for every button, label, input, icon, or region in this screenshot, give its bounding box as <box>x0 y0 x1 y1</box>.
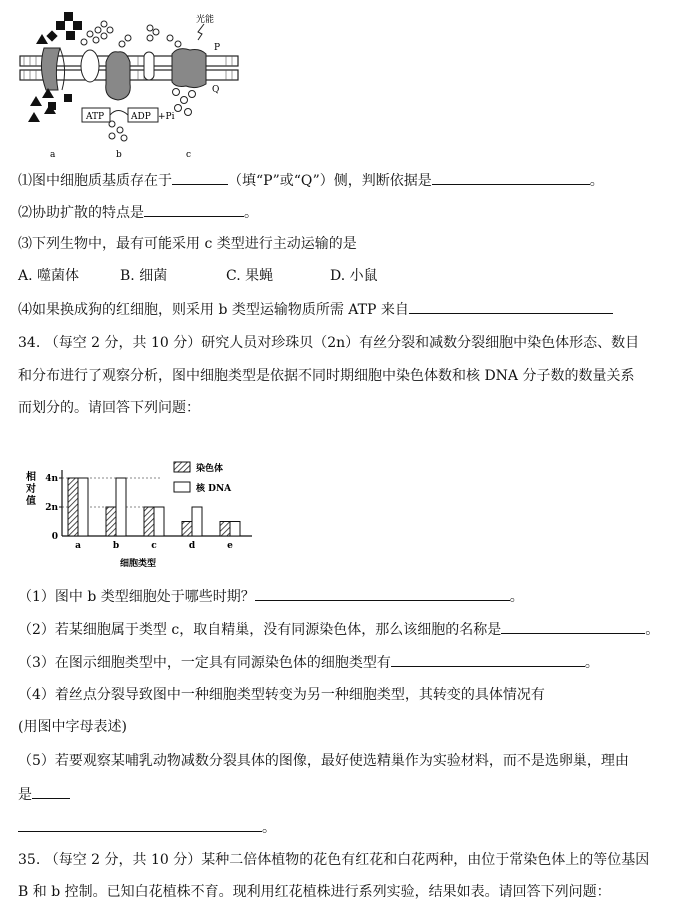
chart-bar-dna <box>78 478 88 536</box>
option-c[interactable]: C. 果蝇 <box>226 268 274 284</box>
chart-bar-dna <box>192 507 202 536</box>
chart-bar-dna <box>230 522 240 537</box>
chart-xtick-label: a <box>75 541 81 551</box>
q33-part1: ⑴图中细胞质基质存在于 （填“P”或“Q”）侧，判断依据是 。 <box>18 170 604 191</box>
q33-part4: ⑷如果换成狗的红细胞，则采用 b 类型运输物质所需 ATP 来自 <box>18 299 613 320</box>
chart-ytick-label: 0 <box>51 532 58 542</box>
chart-xtick-label: b <box>112 541 120 551</box>
solute-circles <box>81 21 113 45</box>
legend-swatch-chromosome <box>174 462 190 472</box>
q34-q1-blank[interactable] <box>255 586 510 601</box>
option-a[interactable]: A. 噬菌体 <box>18 268 80 284</box>
legend-label-dna: 核 DNA <box>196 484 232 494</box>
q34-q4-line1: （4）着丝点分裂导致图中一种细胞类型转变为另一种细胞类型，其转变的具体情况有 <box>18 687 545 703</box>
atp-box <box>82 108 110 122</box>
chart-ytick-label: 2n <box>45 503 58 513</box>
side-p-label: P <box>214 43 221 53</box>
q34-intro-3: 而划分的。请回答下列问题： <box>18 400 200 416</box>
option-b[interactable]: B. 细菌 <box>120 268 168 284</box>
atp-pump-protein <box>106 35 131 100</box>
q34-q5-blank-1[interactable] <box>32 784 70 799</box>
channel-protein <box>41 48 64 90</box>
chart-ylabel-char-2: 对 <box>26 484 36 495</box>
light-driven-pump <box>172 49 206 88</box>
q34-q3-blank[interactable] <box>391 652 585 667</box>
svg-text:ADP: ADP <box>131 112 151 122</box>
light-label: 光能 <box>196 15 215 25</box>
chart-bar-chromosome <box>220 522 230 537</box>
q34-q5-line3: 。 <box>18 817 276 838</box>
q33-answer-blank-reason[interactable] <box>432 170 590 185</box>
q34-q5-blank-2[interactable] <box>18 817 262 832</box>
carrier-protein <box>81 50 99 82</box>
chart-xtick-label: d <box>188 541 196 551</box>
light-arrow-icon <box>198 24 204 40</box>
legend-label-chromosome: 染色体 <box>196 464 224 474</box>
q34-q3: （3）在图示细胞类型中，一定具有同源染色体的细胞类型有 。 <box>18 652 599 673</box>
q34-q1: （1）图中 b 类型细胞处于哪些时期？ 。 <box>18 586 524 607</box>
legend-swatch-dna <box>174 482 190 492</box>
q34-q2: （2）若某细胞属于类型 c，取自精巢，没有同源染色体，那么该细胞的名称是 。 <box>18 619 659 640</box>
q35-line2: B 和 b 控制。已知白花植株不育。现利用红花植株进行系列实验，结果如表。请回答下列问题： <box>18 884 611 900</box>
q33-options <box>18 266 378 286</box>
q33-answer-blank-side[interactable] <box>172 170 228 185</box>
type-label-c: c <box>186 150 192 160</box>
membrane-transport-figure <box>18 4 248 164</box>
chart-xlabel: 细胞类型 <box>119 559 157 569</box>
q34-q5-line2: 是 <box>18 784 70 805</box>
chart-bar-dna <box>154 507 164 536</box>
chart-xtick-label: c <box>151 541 157 551</box>
chart-bar-chromosome <box>68 478 78 536</box>
q34-q2-blank[interactable] <box>501 619 645 634</box>
chart-ytick-label: 4n <box>45 474 58 484</box>
q35-line1: 35. （每空 2 分，共 10 分）某种二倍体植物的花色有红花和白花两种，由位于常染色体上的等位基因 <box>18 852 650 868</box>
chart-xtick-label: e <box>227 541 233 551</box>
q33-part3: ⑶下列生物中，最有可能采用 c 类型进行主动运输的是 <box>18 236 357 252</box>
chart-bar-chromosome <box>182 522 192 537</box>
q34-intro-2: 和分布进行了观察分析，图中细胞类型是依据不同时期细胞中染色体数和核 DNA 分子数的数量关系 <box>18 368 635 384</box>
chart-ylabel-char-3: 值 <box>26 496 36 507</box>
q33-part2: ⑵协助扩散的特点是 。 <box>18 202 258 223</box>
pi-label: +Pi <box>158 112 175 122</box>
adp-box <box>128 108 158 122</box>
q33-answer-blank-atp[interactable] <box>409 299 613 314</box>
reaction-arrow-icon <box>110 111 128 116</box>
option-d[interactable]: D. 小鼠 <box>330 268 378 284</box>
chart-bar-chromosome <box>106 507 116 536</box>
cell-type-bar-chart <box>18 450 258 575</box>
type-label-b: b <box>116 150 122 160</box>
chart-bar-chromosome <box>144 507 154 536</box>
type-label-a: a <box>50 150 56 160</box>
q34-intro-1: 34. （每空 2 分，共 10 分）研究人员对珍珠贝（2n）有丝分裂和减数分裂细胞中染色体形态、数目 <box>18 335 640 351</box>
q33-answer-blank-diffusion[interactable] <box>144 202 244 217</box>
q34-q5-line1: （5）若要观察某哺乳动物减数分裂具体的图像，最好使选精巢作为实验材料，而不是选卵巢，理由 <box>18 753 629 769</box>
chart-bar-dna <box>116 478 126 536</box>
q34-q4-line2: (用图中字母表述) <box>18 719 127 735</box>
svg-text:ATP: ATP <box>86 112 105 122</box>
chart-ylabel-char-1: 相 <box>26 472 36 483</box>
side-q-label: Q <box>212 85 220 95</box>
